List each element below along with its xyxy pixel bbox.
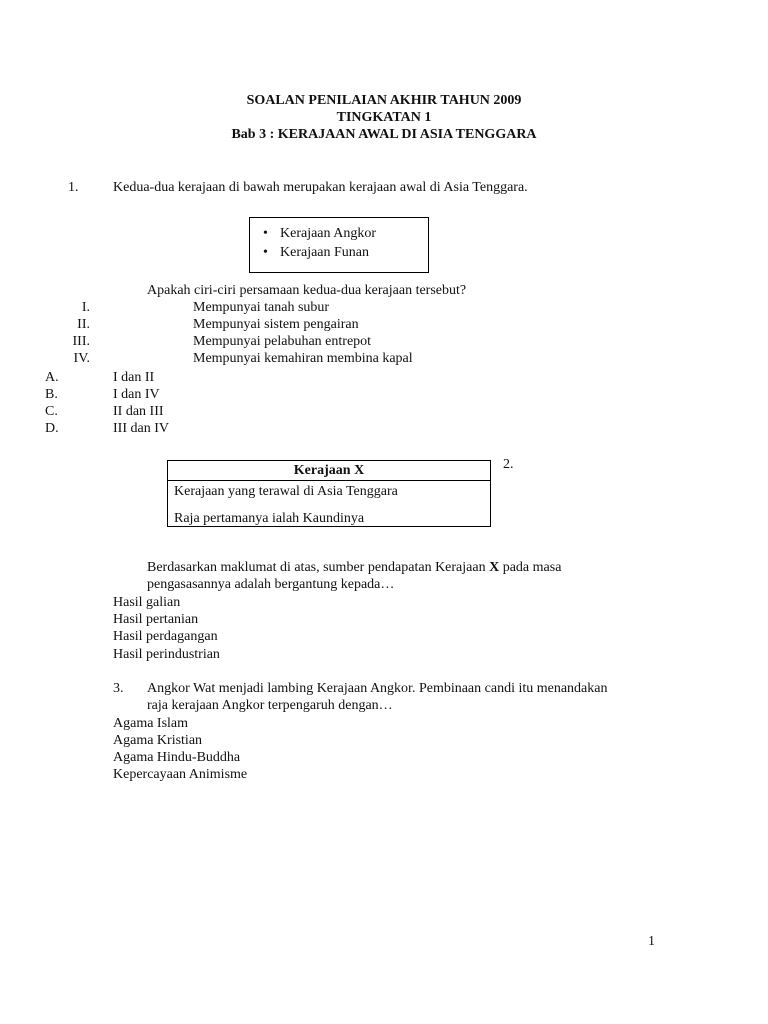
q2-option: Hasil perdagangan: [113, 629, 218, 644]
q1-statement-num: III.: [72, 334, 90, 349]
page-number: 1: [648, 934, 655, 949]
q1-statement-num: I.: [81, 300, 90, 315]
exam-title: SOALAN PENILAIAN AKHIR TAHUN 2009: [246, 93, 522, 108]
q3-option: Agama Islam: [113, 716, 189, 731]
q2-number: 2.: [503, 457, 514, 472]
q3-option: Agama Kristian: [113, 733, 203, 748]
q2-table-header: Kerajaan X: [168, 461, 490, 481]
q1-statement: Mempunyai kemahiran membina kapal: [193, 351, 413, 366]
q1-option-letter: A.: [45, 370, 59, 385]
q2-option: Hasil pertanian: [113, 612, 199, 627]
q2-stem-line2: pengasasannya adalah bergantung kepada…: [147, 577, 395, 592]
q1-option: I dan IV: [113, 387, 160, 402]
q2-option: Hasil perindustrian: [113, 647, 220, 662]
form-level: TINGKATAN 1: [336, 110, 432, 125]
q1-statement-num: II.: [77, 317, 90, 332]
q1-option-letter: C.: [45, 404, 58, 419]
chapter-title: Bab 3 : KERAJAAN AWAL DI ASIA TENGGARA: [231, 127, 537, 142]
q1-kingdom-box: [249, 217, 429, 273]
q1-number: 1.: [68, 180, 79, 195]
q2-option: Hasil galian: [113, 595, 181, 610]
q1-statement: Mempunyai tanah subur: [193, 300, 330, 315]
q1-statement: Mempunyai pelabuhan entrepot: [193, 334, 372, 349]
q1-prompt: Apakah ciri-ciri persamaan kedua-dua kerajaan tersebut?: [147, 283, 467, 298]
q1-option: III dan IV: [113, 421, 169, 436]
q1-text: Kedua-dua kerajaan di bawah merupakan kerajaan awal di Asia Tenggara.: [113, 180, 528, 195]
bullet-icon: •: [263, 245, 268, 260]
q1-option: II dan III: [113, 404, 164, 419]
q2-info-table: [167, 460, 491, 527]
q1-option-letter: B.: [45, 387, 58, 402]
q1-box-item: • Kerajaan Funan: [263, 245, 370, 260]
q2-table-row: Kerajaan yang terawal di Asia Tenggara: [174, 484, 398, 499]
q3-option: Agama Hindu-Buddha: [113, 750, 241, 765]
q2-stem: Berdasarkan maklumat di atas, sumber pendapatan Kerajaan X pada masa: [147, 560, 562, 575]
q1-option-letter: D.: [45, 421, 59, 436]
q1-statement: Mempunyai sistem pengairan: [193, 317, 359, 332]
q2-table-row: Raja pertamanya ialah Kaundinya: [174, 511, 365, 526]
q3-stem-line2: raja kerajaan Angkor terpengaruh dengan…: [147, 698, 393, 713]
q3-stem: Angkor Wat menjadi lambing Kerajaan Angkor. Pembinaan candi itu menandakan: [147, 681, 608, 696]
q3-option: Kepercayaan Animisme: [113, 767, 248, 782]
q1-statement-num: IV.: [73, 351, 90, 366]
q1-box-item: • Kerajaan Angkor: [263, 226, 377, 241]
q1-option: I dan II: [113, 370, 155, 385]
q3-number: 3.: [113, 681, 124, 696]
bullet-icon: •: [263, 226, 268, 241]
